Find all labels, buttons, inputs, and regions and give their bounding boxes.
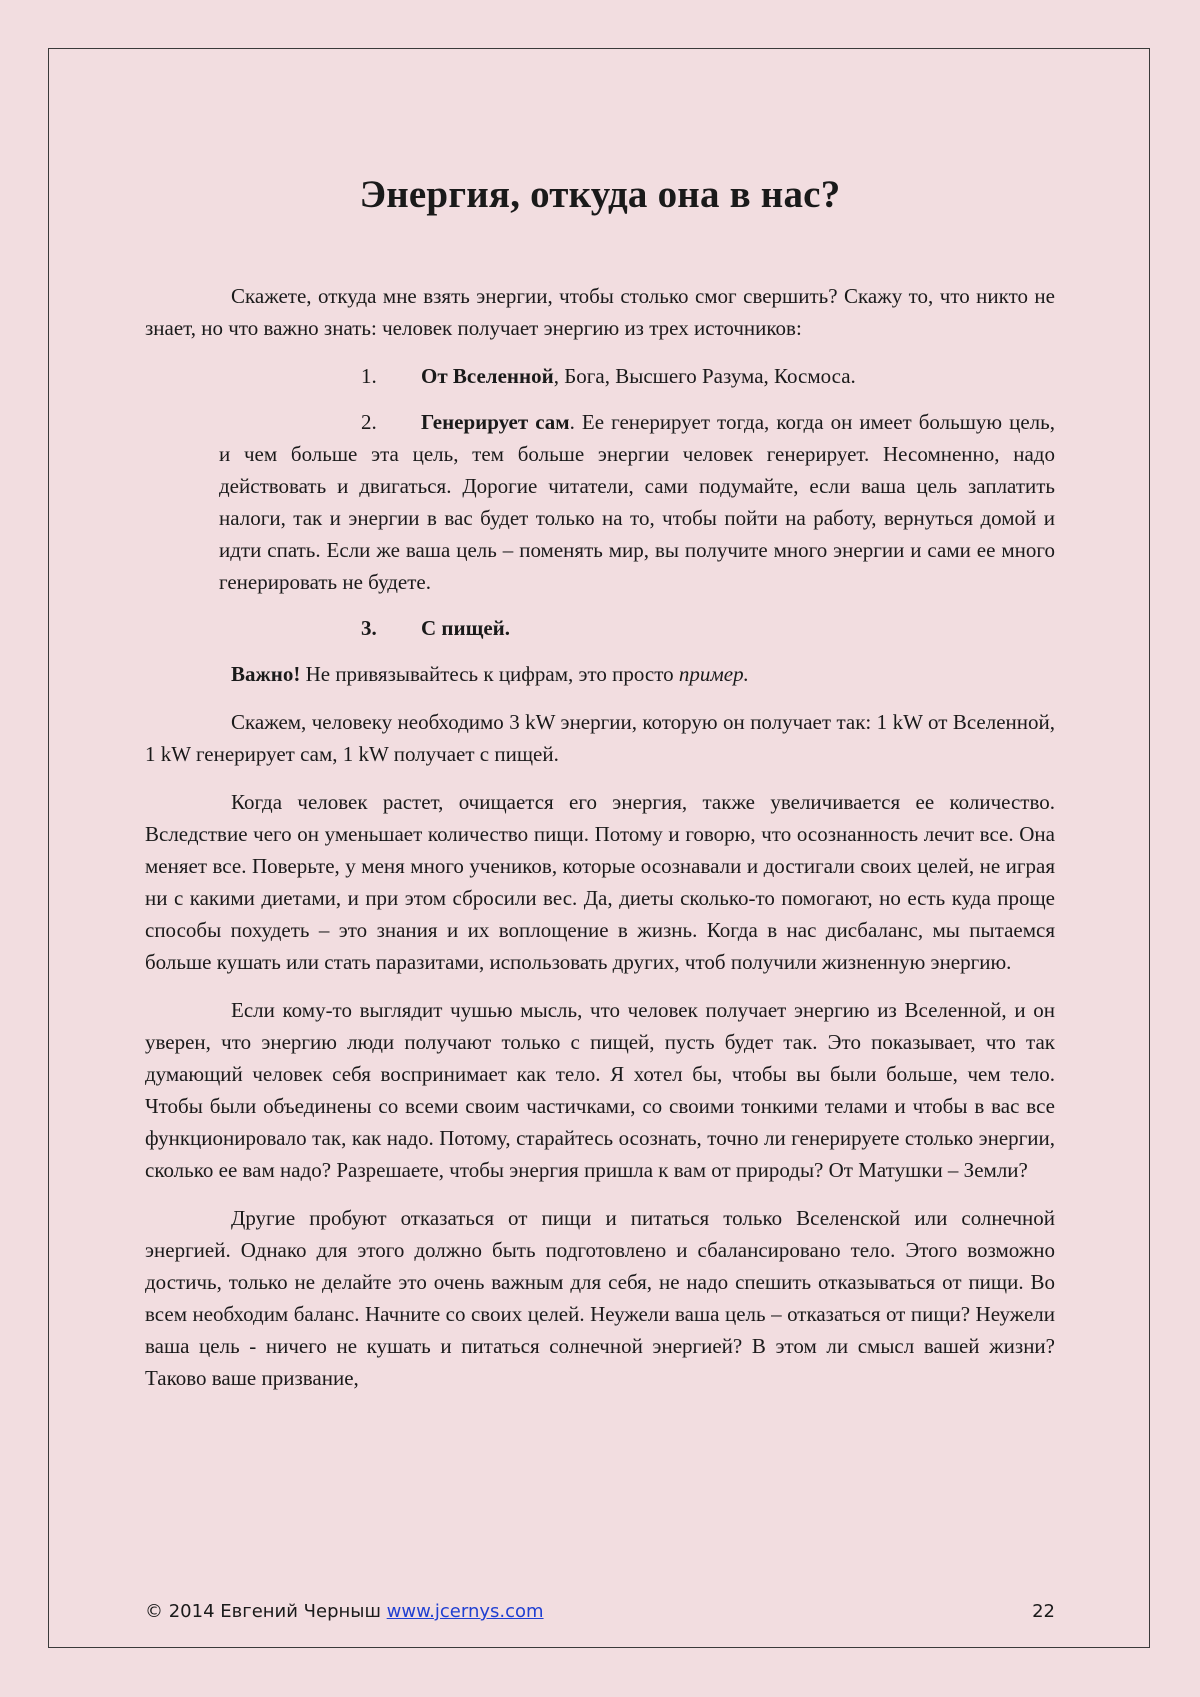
list-item-heading: С пищей. <box>421 616 511 640</box>
body-paragraph: Когда человек растет, очищается его энергия, также увеличивается ее количество. Вследствие чего он уменьшает количество пищи. Потому и говорю, что осознанность лечит все. Она меняет все. Поверьте, у меня много учеников, которые осознавали и достигали своих целей, не играя ни с какими диетами, и при этом сбросили вес. Да, диеты сколько-то помогают, но есть куда проще способы похудеть – это знания и их воплощение в жизнь. Когда в нас дисбаланс, мы пытаемся больше кушать или стать паразитами, использовать других, чтоб получили жизненную энергию. <box>145 790 1055 974</box>
note-label: Важно! <box>231 662 301 686</box>
body-paragraph: Скажем, человеку необходимо 3 kW энергии, которую он получает так: 1 kW от Вселенной, 1 kW генерирует сам, 1 kW получает с пищей. <box>145 710 1055 766</box>
list-item <box>145 360 1055 392</box>
page-footer <box>145 1601 1055 1622</box>
list-item-heading: Генерирует сам <box>421 410 570 434</box>
note-text: Не привязывайтесь к цифрам, это просто <box>300 662 679 686</box>
page-number: 22 <box>1032 1601 1055 1622</box>
list-item-text: . Ее генерирует тогда, когда он имеет большую цель, и чем больше эта цель, тем больше энергии человек генерирует. Несомненно, надо действовать и двигаться. Дорогие читатели, сами подумайте, если ваша цель заплатить налоги, так и энергии в вас будет только на то, чтобы пойти на работу, вернуться домой и идти спать. Если же ваша цель – поменять мир, вы получите много энергии и сами ее много генерировать не будете. <box>219 410 1055 594</box>
footer-left <box>145 1601 544 1622</box>
note-paragraph <box>145 658 1055 690</box>
list-number: 2. <box>361 410 377 434</box>
body-paragraph: Если кому-то выглядит чушью мысль, что человек получает энергию из Вселенной, и он уверен, что энергию люди получают только с пищей, пусть будет так. Это показывает, что так думающий человек себя воспринимает как тело. Я хотел бы, чтобы вы были больше, чем тело. Чтобы были объединены со всеми своим частичками, со своими тонкими телами и чтобы в вас все функционировало так, как надо. Потому, старайтесь осознать, точно ли генерируете столько энергии, сколько ее вам надо? Разрешаете, чтобы энергия пришла к вам от природы? От Матушки – Земли? <box>145 998 1055 1182</box>
note-emphasis: пример. <box>678 662 749 686</box>
page-title: Энергия, откуда она в нас? <box>359 173 841 216</box>
list-item-text: , Бога, Высшего Разума, Космоса. <box>553 364 856 388</box>
list-item <box>145 612 1055 644</box>
list-number: 3. <box>361 616 377 640</box>
document-body <box>145 280 1055 1410</box>
intro-paragraph: Скажете, откуда мне взять энергии, чтобы столько смог свершить? Скажу то, что никто не знает, но что важно знать: человек получает энергию из трех источников: <box>145 284 1055 340</box>
website-link[interactable]: www.jcernys.com <box>386 1601 544 1622</box>
copyright-text: © 2014 Евгений Черныш <box>145 1601 387 1622</box>
list-number: 1. <box>361 364 377 388</box>
body-paragraph: Другие пробуют отказаться от пищи и питаться только Вселенской или солнечной энергией. Однако для этого должно быть подготовлено и сбалансировано тело. Этого возможно достичь, только не делайте это очень важным для себя, не надо спешить отказываться от пищи. Во всем необходим баланс. Начните со своих целей. Неужели ваша цель – отказаться от пищи? Неужели ваша цель - ничего не кушать и питаться солнечной энергией? В этом ли смысл вашей жизни? Таково ваше призвание, <box>145 1206 1055 1390</box>
list-item <box>145 406 1055 598</box>
list-item-heading: От Вселенной <box>421 364 554 388</box>
